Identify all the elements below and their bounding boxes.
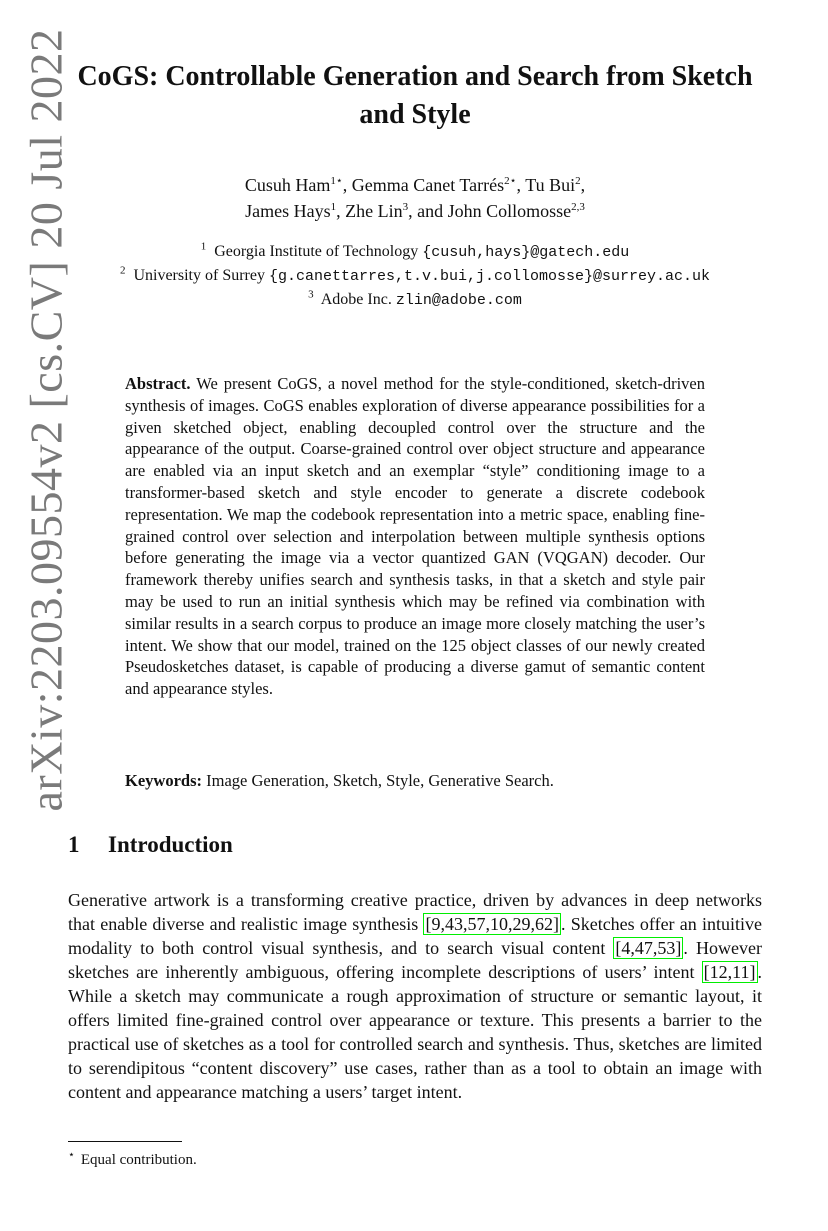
arxiv-identifier: arXiv:2203.09554v2 [cs.CV] 20 Jul 2022	[20, 28, 72, 812]
keywords-label: Keywords:	[125, 771, 202, 790]
footnote-mark: ⋆	[68, 1149, 75, 1161]
author: Tu Bui$^2$	[525, 175, 581, 195]
footnote-text: Equal contribution.	[80, 1152, 197, 1168]
keywords	[125, 770, 705, 792]
author: Cusuh Ham$^{1⋆}$	[244, 175, 343, 195]
affiliation: $^1$ Georgia Institute of Technology {cusuh,hays}@gatech.edu	[200, 240, 630, 261]
citation-link[interactable]: [12,11]	[703, 962, 756, 982]
footnote-divider	[68, 1141, 182, 1142]
affiliation-list	[70, 240, 760, 312]
citation-link[interactable]: [4,47,53]	[615, 938, 682, 958]
paper-title: CoGS: Controllable Generation and Search from Sketch and Style	[77, 61, 753, 130]
abstract	[125, 373, 705, 700]
affiliation: $^2$ University of Surrey {g.canettarres,t.v.bui,j.collomosse}@surrey.ac.uk	[119, 264, 711, 285]
section-number: 1	[68, 832, 80, 857]
author: John Collomosse$^{2,3}$	[447, 201, 585, 221]
keywords-text: Image Generation, Sketch, Style, Generative Search.	[206, 771, 554, 790]
affiliation: $^3$ Adobe Inc. zlin@adobe.com	[308, 288, 522, 309]
affiliation-email: {g.canettarres,t.v.bui,j.collomosse}@surrey.ac.uk	[268, 268, 711, 285]
author: Zhe Lin$^3$	[345, 201, 409, 221]
author-list: Cusuh Ham$^{1⋆}$, Gemma Canet Tarrés$^{2⋆}$, Tu Bui$^2$, James Hays$^1$, Zhe Lin$^3$, and John Collomosse$^{2,3}$	[244, 175, 586, 221]
affiliation-email: zlin@adobe.com	[395, 292, 522, 309]
arxiv-sidebar-stamp	[18, 28, 74, 812]
citation-link[interactable]: [9,43,57,10,29,62]	[425, 914, 559, 934]
abstract-text: We present CoGS, a novel method for the style-conditioned, sketch-driven synthesis of images. CoGS enables exploration of diverse appearance possibilities for a given sketched object, enabling decoupled control over the structure and the appearance of the output. Coarse-grained control over object structure and appearance are enabled via an input sketch and an exemplar “style” conditioning image to a transformer-based sketch and style encoder to generate a discrete codebook representation. We map the codebook representation into a metric space, enabling fine-grained control over selection and interpolation between multiple synthesis options before generating the image via a vector quantized GAN (VQGAN) decoder. Our framework thereby unifies search and synthesis tasks, in that a sketch and style pair may be used to run an initial synthesis which may be refined via combination with similar results in a search corpus to produce an image more closely matching the user’s intent. We show that our model, trained on the 125 object classes of our newly created Pseudosketches dataset, is capable of producing a diverse gamut of semantic content and appearance styles.	[125, 374, 705, 699]
authors-joiner: and	[417, 201, 444, 221]
footnote	[68, 1148, 197, 1169]
section-heading	[68, 832, 233, 858]
affiliation-email: {cusuh,hays}@gatech.edu	[422, 244, 630, 261]
abstract-label: Abstract.	[125, 374, 191, 393]
author: Gemma Canet Tarrés$^{2⋆}$	[351, 175, 517, 195]
intro-paragraph: Generative artwork is a transforming creative practice, driven by advances in deep networks that enable diverse and realistic image synthesis [9,43,57,10,29,62] . Sketches offer an intuitive modality to both control visual synthesis, and to search visual content [4,47,53] . However sketches are inherently ambiguous, offering incomplete descriptions of users’ intent [12,11] . While a sketch may communicate a rough approximation of structure or semantic layout, it offers limited fine-grained control over appearance or texture. This presents a barrier to the practical use of sketches as a tool for controlled search and synthesis. Thus, sketches are limited to serendipitous “content discovery” use cases, rather than as a tool to obtain an image with content and appearance matching a users’ target intent.	[68, 890, 762, 1102]
section-title: Introduction	[108, 832, 233, 857]
author: James Hays$^1$	[245, 201, 337, 221]
